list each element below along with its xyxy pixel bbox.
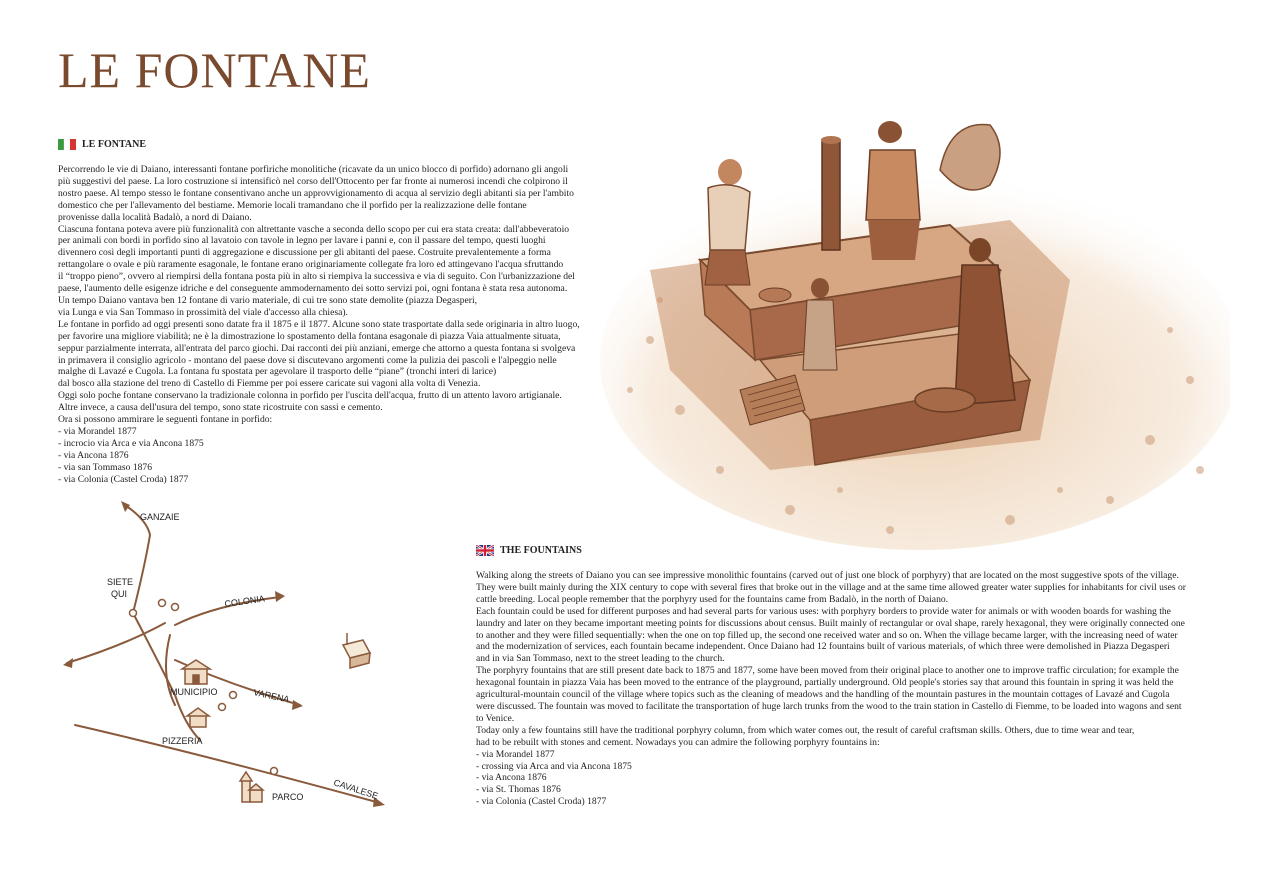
english-line: were discussed. The fountain was moved to facilitate the transportation of huge larch trunks from the wood to the train station in Castello di Fiemme, to be loaded into wagons and sent <box>476 700 1182 712</box>
english-line: - via Ancona 1876 <box>476 772 547 784</box>
italian-line: dal bosco alla stazione del treno di Castello di Fiemme per poi essere caricate sui vagoni alla volta di Venezia. <box>58 378 481 390</box>
english-line: - via Colonia (Castel Croda) 1877 <box>476 796 607 808</box>
italian-line: rettangolare o ovale e più raramente esagonale, le fontane erano originariamente collegate fra loro ed attingevano l'acqua sfruttando <box>58 259 564 271</box>
map-label-ganzaie: GANZAIE <box>140 512 180 522</box>
english-line: cattle breeding. Local people remember that the porphyry used for the fountains came from Badalò, in the north of Daiano. <box>476 593 949 605</box>
italian-line: seppur parzialmente interrata, all'entrata del parco giochi. Dai racconti dei più anziani, emerge che attorno a questa fontana si svolgeva <box>58 342 576 354</box>
italian-line: Ciascuna fontana poteva avere più funzionalità con altrettante vasche a seconda dello scopo per cui era stata creata: dall'abbeveratoio <box>58 223 570 235</box>
italian-heading-label: LE FONTANE <box>82 139 146 150</box>
english-line: to Venice. <box>476 712 515 724</box>
italian-line: - via Ancona 1876 <box>58 449 129 461</box>
english-section-heading <box>476 545 582 556</box>
italian-line: Altre invece, a causa dell'usura del tempo, sono state ricostruite con sassi e cemento. <box>58 402 383 414</box>
italian-line: malghe di Lavazé e Cugola. La fontana fu spostata per agevolare il trasporto delle “piane” (tronchi interi di larice) <box>58 366 497 378</box>
italy-flag-icon <box>58 139 76 150</box>
italian-line: - via san Tommaso 1876 <box>58 461 153 473</box>
arrow-west-icon <box>63 658 73 668</box>
uk-flag-icon <box>476 545 494 556</box>
english-line: had to be rebuilt with stones and cement. Nowadays you can admire the following porphyry fountains in: <box>476 736 880 748</box>
english-line: Each fountain could be used for different purposes and had several parts for various uses: with porphyry borders to provide water for animals or with wooden boards for washing the <box>476 605 1171 617</box>
italian-line: via Lunga e via San Tommaso in prossimità del viale d'accesso alla chiesa). <box>58 306 348 318</box>
english-line: agricultural-mountain council of the village where topics such as the cleaning of meadows and the handling of the mountain pastures in the mountain cottages of Lavazé and Cugola <box>476 689 1170 701</box>
italian-line: Ora si possono ammirare le seguenti fontane in porfido: <box>58 414 273 426</box>
italian-line: il “troppo pieno”, ovvero al riempirsi della fontana posta più in alto si riempiva la successiva e via di seguito. Con l'urbanizzazione del <box>58 271 575 283</box>
english-line: - crossing via Arca and via Ancona 1875 <box>476 760 632 772</box>
road-west <box>67 623 165 663</box>
english-line: - via St. Thomas 1876 <box>476 784 561 796</box>
road-cavalese <box>75 725 380 803</box>
english-line: The porphyry fountains that are still present date back to 1875 and 1877, some have been moved from their original place to another one to improve traffic circulation; for example the <box>476 665 1179 677</box>
italian-line: nostro paese. Al tempo stesso le fontane consentivano anche un approvvigionamento di acqua al servizio degli abitanti sia per l'ambito <box>58 187 574 199</box>
fountain-illustration <box>590 110 1230 550</box>
italian-line: paese, l'aumento delle esigenze idriche e del conseguente ammodernamento dei sotto servizi poi, ogni fontana è stata resa autonoma. <box>58 283 568 295</box>
english-line: and in via San Tommaso, next to the street leading to the church. <box>476 653 725 665</box>
italian-body-text <box>58 164 588 485</box>
pizzeria-icon <box>187 708 209 727</box>
italian-line: Le fontane in porfido ad oggi presenti sono datate fra il 1875 e il 1877. Alcune sono state trasportate dalla sede originaria in altro luogo, <box>58 318 580 330</box>
english-body-text <box>476 570 1196 808</box>
italian-line: - incrocio via Arca e via Ancona 1875 <box>58 437 204 449</box>
arrow-colonia-icon <box>275 591 285 602</box>
english-line: They were built mainly during the XIX century to cope with several fires that broke out in the village and at the same time allowed greater water supplies for inhabitants for civil uses or <box>476 581 1186 593</box>
village-map <box>55 495 395 815</box>
italian-line: più suggestivi del paese. La loro costruzione si intensificò nel corso dell'Ottocento per far fronte ai numerosi incendi che colpirono il <box>58 175 568 187</box>
arrow-north-icon <box>121 501 130 512</box>
english-line: laundry and later on they became important meeting points for discussions about census. Built mainly of rectangular or oval shape, rarely hexagonal, they were originally connected one <box>476 617 1185 629</box>
map-label-municipio: MUNICIPIO <box>170 687 218 697</box>
map-label-pizzeria: PIZZERIA <box>162 736 203 746</box>
italian-line: Oggi solo poche fontane conservano la tradizionale colonna in porfido per l'uscita dell'acqua, frutto di un attento lavoro artigianale. <box>58 390 562 402</box>
map-label-cavalese: CAVALESE <box>332 777 380 802</box>
map-label-siete: SIETE <box>107 577 134 587</box>
map-label-colonia: COLONIA <box>223 593 266 609</box>
arrow-varena-icon <box>292 700 303 710</box>
italian-section-heading <box>58 139 146 150</box>
italian-line: domestico che per l'allevamento del bestiame. Memorie locali tramandano che il porfido per la realizzazione delle fontane <box>58 199 527 211</box>
italian-line: per favorire una migliore viabilità; ne è la dimostrazione lo spostamento della fontana esagonale di piazza Vaia attualmente situata, <box>58 330 561 342</box>
italian-line: in primavera il consiglio agricolo - montano del paese dove si discutevano argomenti come la pulizia dei pascoli e l'alpeggio nelle <box>58 354 557 366</box>
italian-line: Percorrendo le vie di Daiano, interessanti fontane porfiriche monolitiche (ricavate da un unico blocco di porfido) adornano gli angoli <box>58 164 569 175</box>
map-label-qui: QUI <box>111 589 128 599</box>
english-line: Today only a few fountains still have the traditional porphyry column, from which water comes out, the result of careful craftsman skills. Others, due to time wear and tear, <box>476 724 1135 736</box>
map-label-parco: PARCO <box>272 792 304 802</box>
english-line: and the modernization of services, each fountain became independent. Once Daiano had 12 fountains built of various materials, of which three were demolished in Piazza Degasperi <box>476 641 1170 653</box>
map-label-varena: VARENA <box>252 687 291 705</box>
municipio-icon <box>182 660 210 684</box>
church-icon <box>240 772 263 802</box>
english-line: - via Morandel 1877 <box>476 748 555 760</box>
page-title: LE FONTANE <box>58 42 371 98</box>
english-heading-label: THE FOUNTAINS <box>500 545 582 556</box>
english-line: to another and they were filled sequentially: when the one on top filled up, the second one received water and so on. When the village became larger, with the increasing need of water <box>476 629 1178 641</box>
fountain-icon <box>343 633 370 668</box>
italian-line: - via Morandel 1877 <box>58 425 137 437</box>
english-line: Walking along the streets of Daiano you can see impressive monolithic fountains (carved out of just one block of porphyry) that are located on the most suggestive spots of the village. <box>476 570 1179 581</box>
italian-line: - via Colonia (Castel Croda) 1877 <box>58 473 189 485</box>
italian-line: provenisse dalla località Badalò, a nord di Daiano. <box>58 211 252 223</box>
italian-line: Un tempo Daiano vantava ben 12 fontane di vario materiale, di cui tre sono state demolite (piazza Degasperi, <box>58 294 478 306</box>
italian-line: divennero così degli importanti punti di aggregazione e discussione per gli abitanti del paese. Costruite prevalentemente a forma <box>58 247 551 259</box>
english-line: hexagonal fountain in piazza Vaia has been moved to the entrance of the playground, partially underground. Old people's stories say that around this fountain in spring it was held the <box>476 677 1174 689</box>
italian-line: per animali con bordi in porfido sino al lavatoio con tavole in legno per lavare i panni e, con il passare del tempo, questi luoghi <box>58 235 546 247</box>
